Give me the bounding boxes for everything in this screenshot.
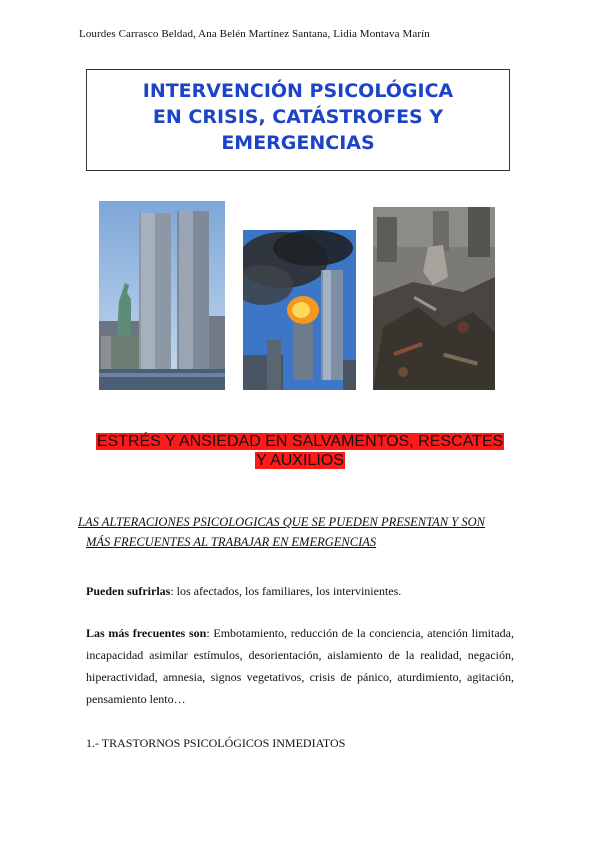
title-line-2: EN CRISIS, CATÁSTROFES Y	[152, 106, 444, 128]
heading-immediate-disorders: 1.- TRASTORNOS PSICOLÓGICOS INMEDIATOS	[86, 736, 346, 750]
title-line-1: INTERVENCIÓN PSICOLÓGICA	[142, 80, 454, 102]
paragraph-label: Pueden sufrirlas	[86, 584, 171, 598]
section-title	[78, 512, 520, 552]
paragraph-who-suffers	[86, 580, 514, 602]
twin-towers-statue-of-liberty-photo	[99, 201, 225, 390]
rubble-debris-photo	[373, 207, 495, 390]
title-line-3: EMERGENCIAS	[221, 132, 375, 154]
paragraph-text: : los afectados, los familiares, los intervinientes.	[170, 584, 402, 598]
paragraph-label: Las más frecuentes son	[86, 626, 207, 640]
banner-line-1: ESTRÉS Y ANSIEDAD EN SALVAMENTOS, RESCATES	[96, 433, 504, 450]
paragraph-text: : Embotamiento, reducción de la conciencia, atención limitada, incapacidad asimilar estímulos, desorientación, aislamiento de la realidad, negación, hiperactividad, amnesia, signos vegetativos, crisis de pánico, aturdimiento, agitación, pensamiento lento…	[86, 626, 514, 706]
section-title-line-1: LAS ALTERACIONES PSICOLOGICAS QUE SE PUEDEN PRESENTAN Y SON	[78, 515, 485, 529]
title-box	[86, 69, 510, 171]
banner-line-2: Y AUXILIOS	[256, 452, 344, 469]
paragraph-most-frequent	[86, 622, 514, 710]
burning-tower-photo	[243, 230, 356, 390]
section-title-line-2: MÁS FRECUENTES AL TRABAJAR EN EMERGENCIAS	[86, 535, 377, 549]
stress-anxiety-banner	[90, 432, 510, 470]
document-header-authors: Lourdes Carrasco Beldad, Ana Belén Martínez Santana, Lidia Montava Marín	[79, 28, 430, 40]
